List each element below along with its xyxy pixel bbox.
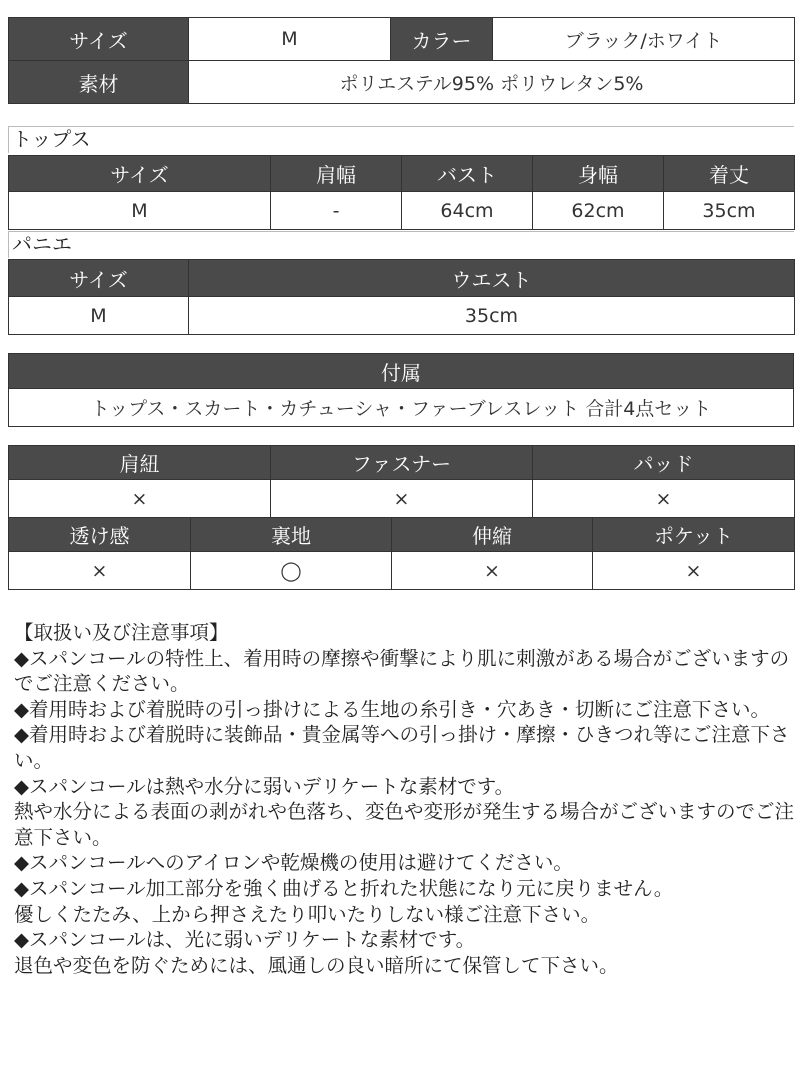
tops-header-length: 着丈	[664, 156, 795, 192]
tops-header-size: サイズ	[9, 156, 271, 192]
accessories-table	[8, 353, 794, 427]
note-line: 優しくたたみ、上から押さえたり叩いたりしない様ご注意下さい。	[14, 902, 601, 926]
tops-title: トップス	[8, 126, 794, 153]
spec-table	[8, 17, 795, 104]
features-table-2	[8, 517, 795, 590]
material-label: 素材	[9, 61, 189, 104]
tops-value-length: 35cm	[664, 192, 795, 230]
feature-header-pocket: ポケット	[593, 518, 795, 552]
pannier-header-size: サイズ	[9, 260, 189, 297]
color-value: ブラック/ホワイト	[493, 18, 795, 61]
feature-header-lining: 裏地	[191, 518, 392, 552]
tops-header-width: 身幅	[533, 156, 664, 192]
tops-value-size: M	[9, 192, 271, 230]
care-notes	[14, 620, 794, 978]
size-label: サイズ	[9, 18, 189, 61]
pannier-value-waist: 35cm	[189, 297, 795, 335]
material-value: ポリエステル95% ポリウレタン5%	[189, 61, 795, 104]
accessories-value: トップス・スカート・カチューシャ・ファーブレスレット 合計4点セット	[9, 389, 794, 427]
note-line: ◆スパンコールの特性上、着用時の摩擦や衝撃により肌に刺激がある場合がございますのでご注意ください。	[14, 646, 790, 696]
notes-heading: 【取扱い及び注意事項】	[14, 621, 229, 644]
tops-value-bust: 64cm	[402, 192, 533, 230]
tops-value-shoulder: -	[271, 192, 402, 230]
note-line: 退色や変色を防ぐためには、風通しの良い暗所にて保管して下さい。	[14, 953, 619, 977]
feature-header-stretch: 伸縮	[392, 518, 593, 552]
note-line: ◆着用時および着脱時の引っ掛けによる生地の糸引き・穴あき・切断にご注意下さい。	[14, 697, 770, 721]
pannier-header-waist: ウエスト	[189, 260, 795, 297]
feature-value-strap: ×	[9, 480, 271, 518]
feature-value-stretch: ×	[392, 552, 593, 590]
feature-value-pocket: ×	[593, 552, 795, 590]
pannier-table	[8, 259, 795, 335]
tops-value-width: 62cm	[533, 192, 664, 230]
size-value: M	[189, 18, 391, 61]
note-line: ◆スパンコール加工部分を強く曲げると折れた状態になり元に戻りません。	[14, 876, 674, 900]
tops-header-bust: バスト	[402, 156, 533, 192]
feature-header-sheer: 透け感	[9, 518, 191, 552]
feature-header-zipper: ファスナー	[271, 446, 533, 480]
tops-table	[8, 155, 795, 230]
note-line: ◆着用時および着脱時に装飾品・貴金属等への引っ掛け・摩擦・ひきつれ等にご注意下さい。	[14, 723, 790, 772]
pannier-title: パニエ	[8, 231, 794, 258]
feature-value-zipper: ×	[271, 480, 533, 518]
note-line: 熱や水分による表面の剥がれや色落ち、変色や変形が発生する場合がございますのでご注意下さい。	[14, 800, 795, 849]
feature-value-pad: ×	[533, 480, 795, 518]
accessories-label: 付属	[9, 354, 794, 389]
note-line: ◆スパンコールへのアイロンや乾燥機の使用は避けてください。	[14, 851, 573, 875]
feature-value-lining: ◯	[191, 552, 392, 590]
feature-value-sheer: ×	[9, 552, 191, 590]
note-line: ◆スパンコールは、光に弱いデリケートな素材です。	[14, 928, 476, 952]
feature-header-strap: 肩紐	[9, 446, 271, 480]
feature-header-pad: パッド	[533, 446, 795, 480]
tops-header-shoulder: 肩幅	[271, 156, 402, 192]
pannier-value-size: M	[9, 297, 189, 335]
features-table-1	[8, 445, 795, 518]
note-line: ◆スパンコールは熱や水分に弱いデリケートな素材です。	[14, 774, 515, 798]
color-label: カラー	[391, 18, 493, 61]
